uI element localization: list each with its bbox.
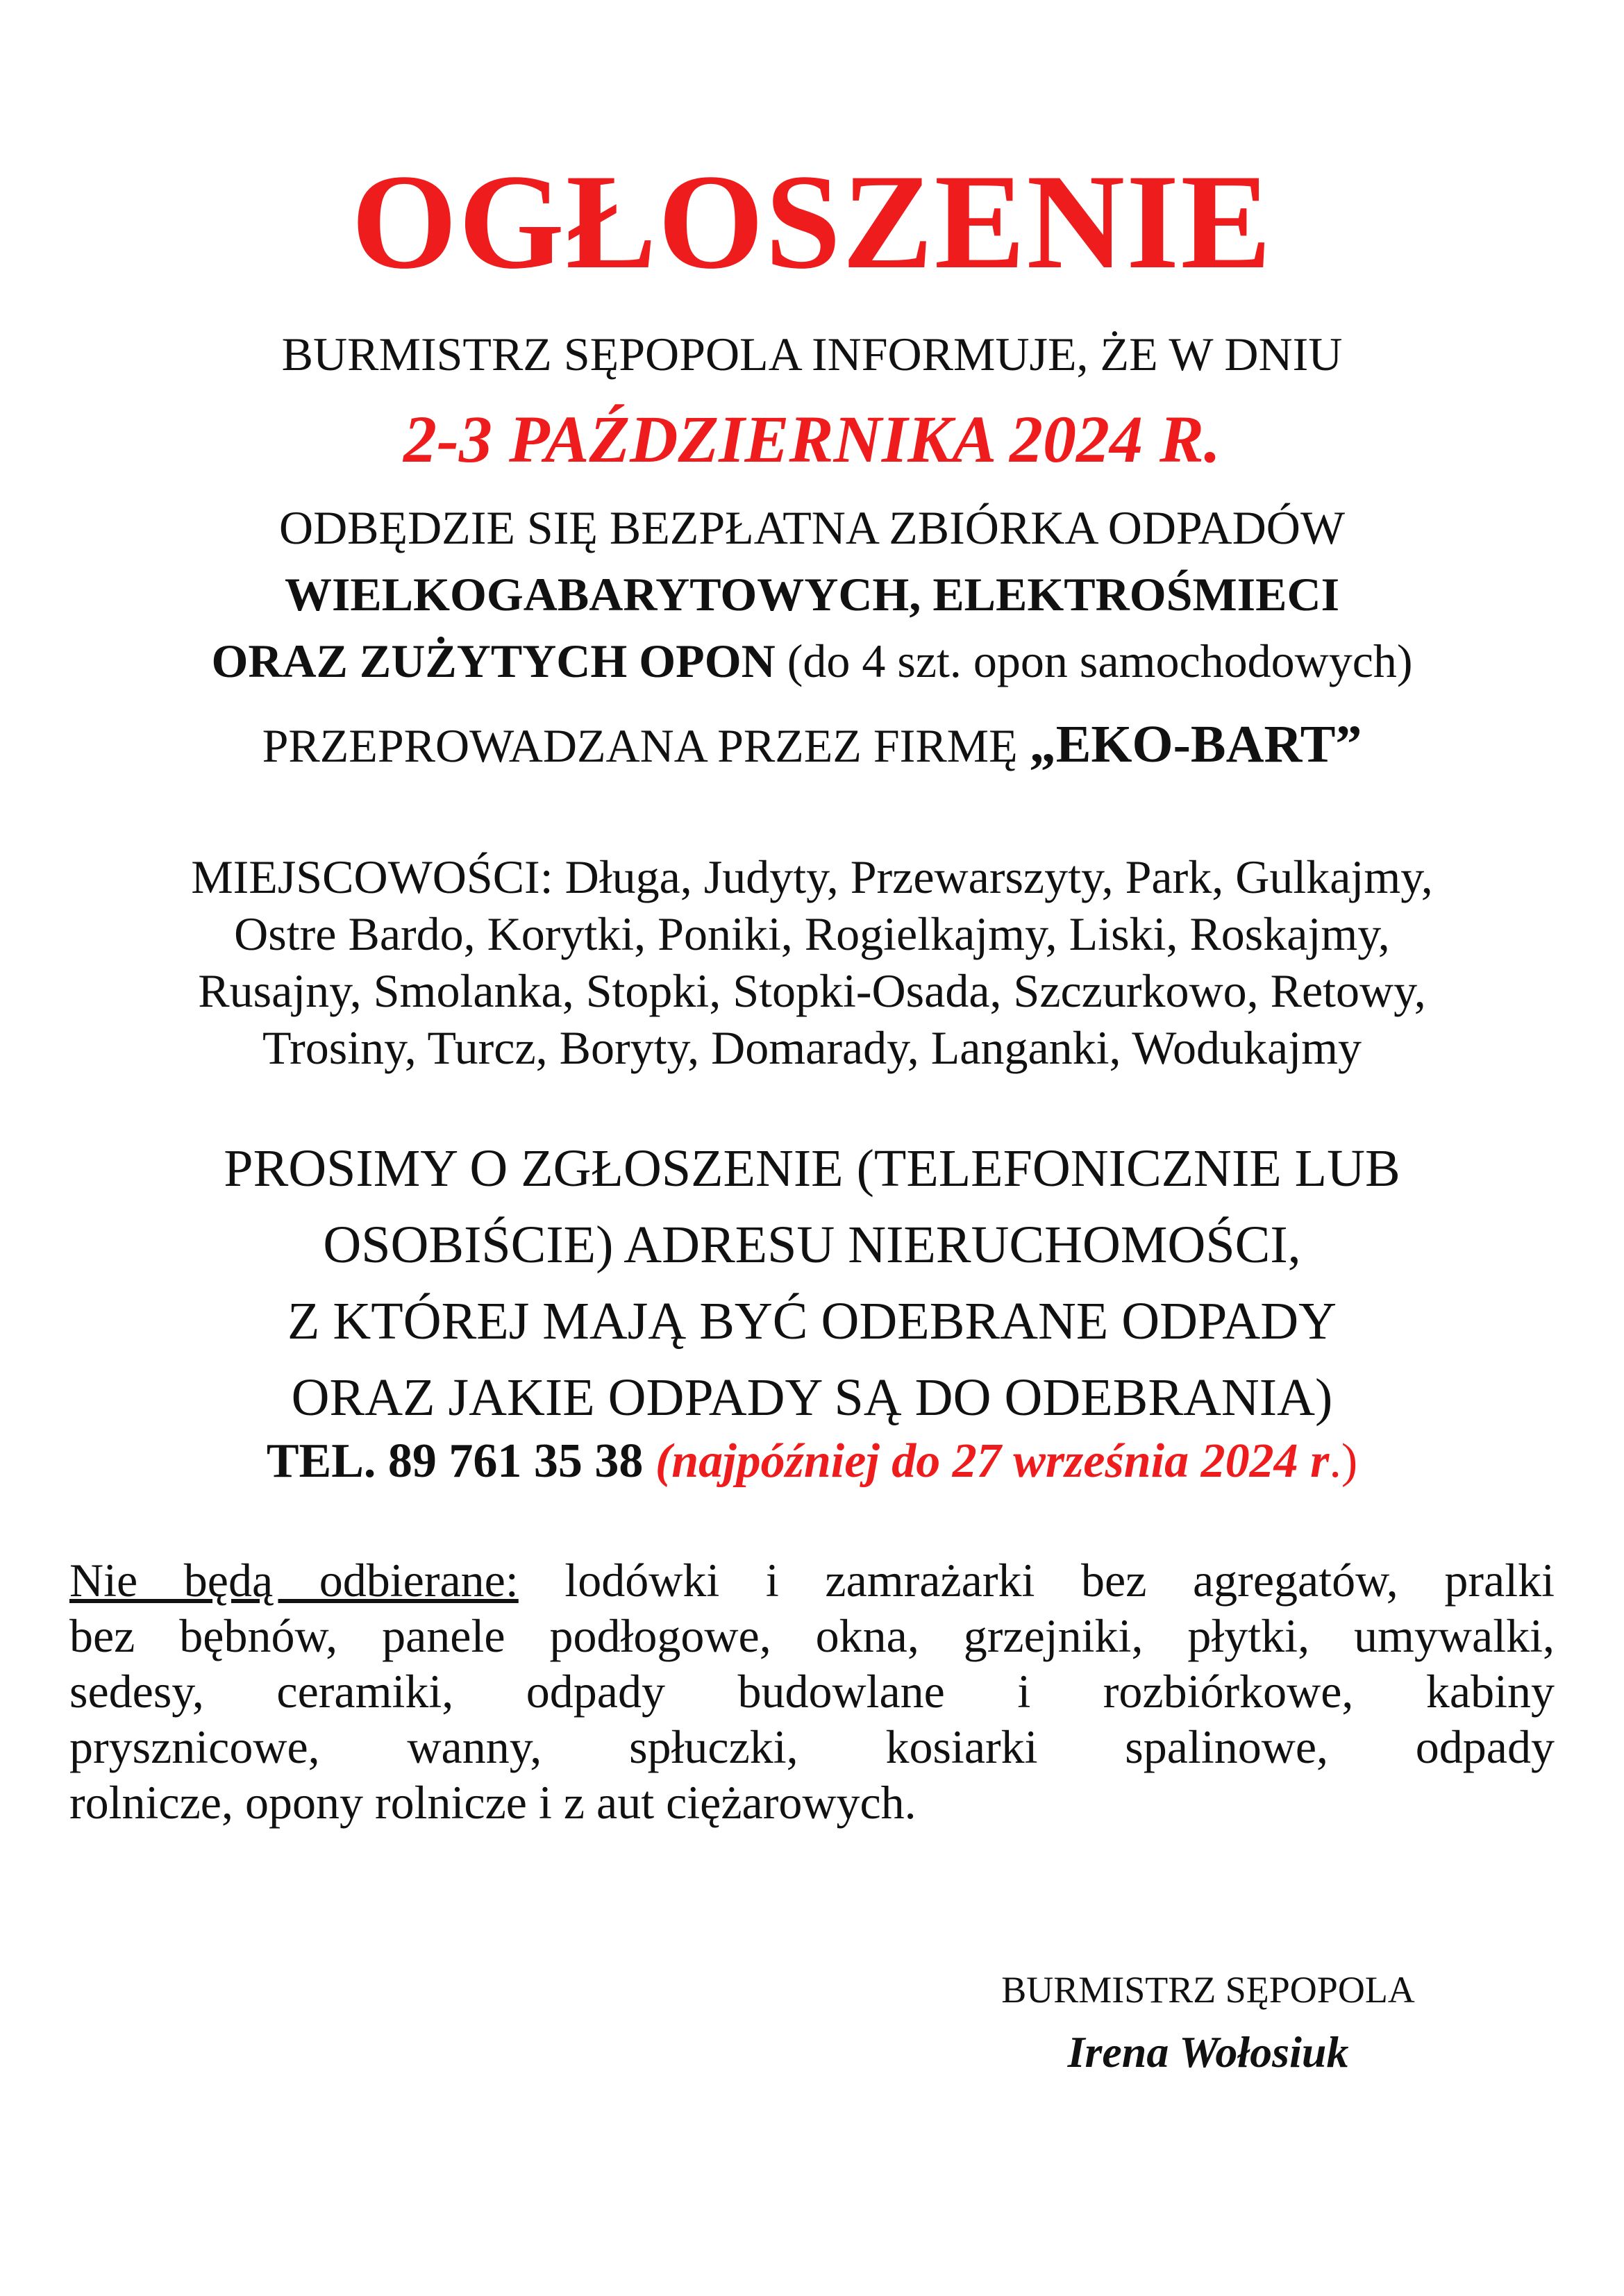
places-line: Rusajny, Smolanka, Stopki, Stopki-Osada, Szczurkowo, Retowy,: [198, 964, 1426, 1017]
excluded-label: Nie będą odbierane:: [69, 1554, 519, 1607]
signature-title: BURMISTRZ SĘPOPOLA: [1001, 1969, 1415, 2011]
request-line: Z KTÓREJ MAJĄ BYĆ ODEBRANE ODPADY: [287, 1292, 1337, 1350]
excluded-row: [69, 1552, 1555, 1608]
collection-line-2: WIELKOGABARYTOWYCH, ELEKTROŚMIECI: [284, 568, 1340, 621]
phone-number: TEL. 89 761 35 38: [266, 1434, 644, 1488]
excluded-row: bez bębnów, panele podłogowe, okna, grzejniki, płytki, umywalki,: [69, 1609, 1555, 1662]
collection-line-1: ODBĘDZIE SIĘ BEZPŁATNA ZBIÓRKA ODPADÓW: [278, 501, 1346, 554]
request-line: PROSIMY O ZGŁOSZENIE (TELEFONICZNIE LUB: [224, 1139, 1400, 1198]
announcement-title: OGŁOSZENIE: [351, 146, 1273, 297]
company-name: „EKO-BART”: [1029, 715, 1362, 773]
used-tires-label: ORAZ ZUŻYTYCH OPON: [211, 635, 776, 687]
places-line: Ostre Bardo, Korytki, Poniki, Rogielkajmy, Liski, Roskajmy,: [234, 907, 1390, 960]
signature-name: Irena Wołosiuk: [1067, 2027, 1349, 2077]
contact-line: [0, 1430, 1624, 1493]
deadline-close: .): [1329, 1434, 1358, 1488]
places-line: MIEJSCOWOŚCI: Długa, Judyty, Przewarszyty, Park, Gulkajmy,: [191, 850, 1433, 903]
excluded-items-paragraph: [69, 1552, 1555, 1830]
deadline-text: (najpóźniej do 27 września 2024: [643, 1434, 1311, 1488]
places-list: [69, 848, 1555, 1076]
collection-line-4: [0, 717, 1624, 773]
places-line: Trosiny, Turcz, Boryty, Domarady, Langanki, Wodukajmy: [262, 1021, 1362, 1074]
excluded-row: rolnicze, opony rolnicze i z aut ciężarowych.: [69, 1776, 916, 1829]
request-line: ORAZ JAKIE ODPADY SĄ DO ODEBRANIA): [291, 1368, 1333, 1427]
excluded-row: prysznicowe, wanny, spłuczki, kosiarki spalinowe, odpady: [69, 1720, 1555, 1773]
request-block: [0, 1130, 1624, 1436]
company-intro: PRZEPROWADZANA PRZEZ FIRMĘ: [262, 719, 1030, 772]
tire-limit-note: (do 4 szt. opon samochodowych): [775, 635, 1413, 687]
excluded-row: sedesy, ceramiki, odpady budowlane i rozbiórkowe, kabiny: [69, 1665, 1555, 1718]
collection-date: 2-3 PAŹDZIERNIKA 2024 R.: [403, 402, 1221, 476]
collection-line-3: [0, 633, 1624, 689]
request-line: OSOBIŚCIE) ADRESU NIERUCHOMOŚCI,: [323, 1216, 1301, 1274]
excluded-first-row-text: lodówki i zamrażarki bez agregatów, pralki: [518, 1554, 1555, 1607]
intro-line: BURMISTRZ SĘPOPOLA INFORMUJE, ŻE W DNIU: [281, 328, 1343, 380]
deadline-r: r: [1310, 1434, 1330, 1488]
